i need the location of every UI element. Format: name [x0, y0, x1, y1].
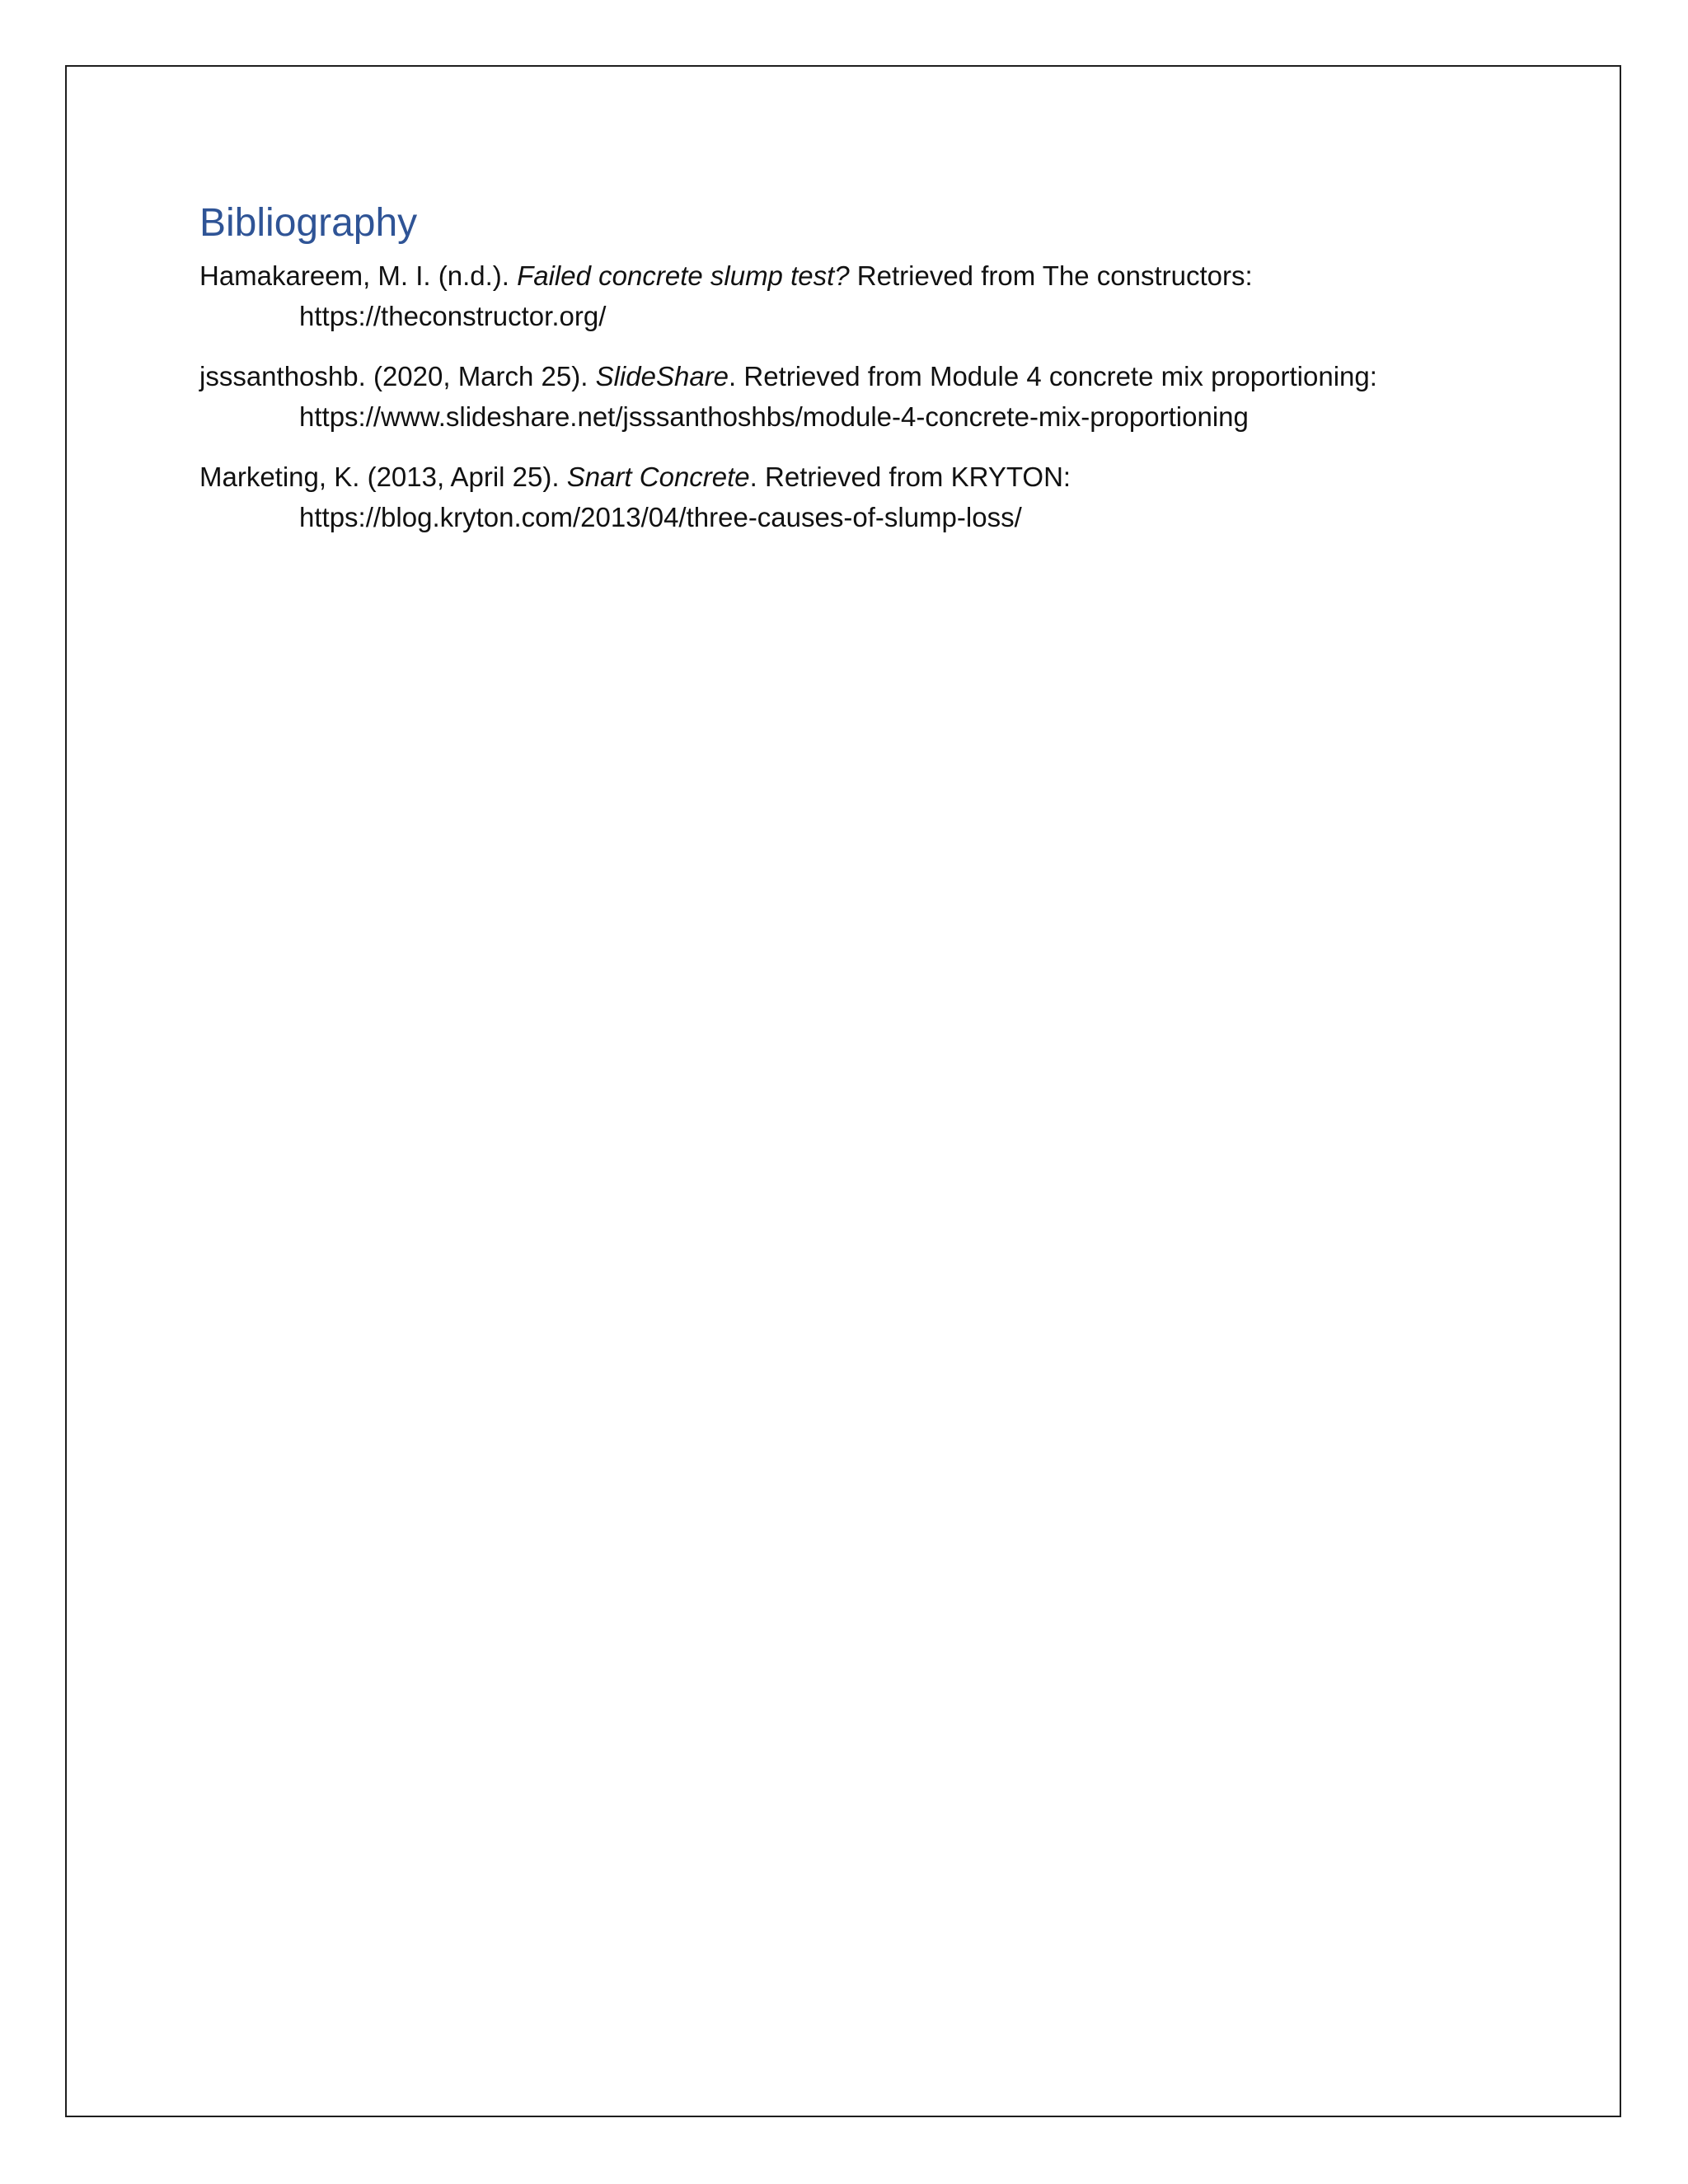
bibliography-heading: Bibliography: [199, 201, 418, 245]
entry-url: https://www.slideshare.net/jsssanthoshbs/module-4-concrete-mix-proportioning: [299, 401, 1249, 432]
entry-url: https://theconstructor.org/: [299, 301, 607, 331]
entry-url: https://blog.kryton.com/2013/04/three-causes-of-slump-loss/: [299, 502, 1022, 532]
entry-author-date: Marketing, K. (2013, April 25).: [199, 462, 567, 492]
entry-title: Failed concrete slump test?: [517, 260, 850, 291]
entry-source: . Retrieved from KRYTON:: [749, 462, 1071, 492]
bibliography-entry: [199, 457, 1485, 537]
entry-author-date: Hamakareem, M. I. (n.d.).: [199, 260, 518, 291]
entry-author-date: jsssanthoshb. (2020, March 25).: [199, 361, 596, 391]
entry-title: SlideShare: [595, 361, 729, 391]
entry-source: . Retrieved from Module 4 concrete mix proportioning:: [729, 361, 1377, 391]
bibliography-entry: [199, 356, 1485, 437]
bibliography-section: [199, 198, 1485, 557]
entry-source: Retrieved from The constructors:: [849, 260, 1253, 291]
bibliography-entry: [199, 255, 1485, 336]
entry-title: Snart Concrete: [566, 462, 750, 492]
